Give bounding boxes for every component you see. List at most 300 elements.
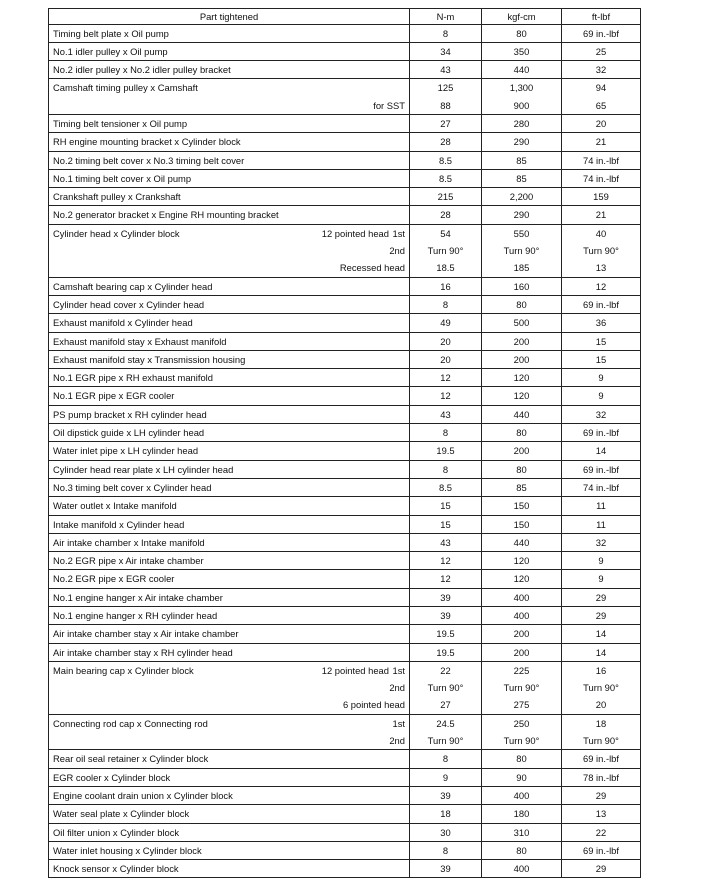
kgf-value: 280 (513, 117, 530, 129)
part-name: No.1 EGR pipe x EGR cooler (53, 390, 175, 402)
kgf-value-cell (482, 768, 562, 786)
nm-value: 43 (440, 536, 451, 548)
table-row (49, 714, 641, 750)
ftlbf-value-cell (562, 369, 641, 387)
kgf-value: 275 (513, 699, 530, 711)
ftlbf-value: 15 (595, 353, 607, 365)
kgf-value-cell (482, 369, 562, 387)
part-cell (49, 24, 410, 42)
kgf-value-cell (482, 460, 562, 478)
ftlbf-value: 20 (595, 117, 607, 129)
ftlbf-value-cell (562, 206, 641, 224)
nm-value-cell (410, 750, 482, 768)
part-cell (49, 114, 410, 132)
ftlbf-value-cell (562, 114, 641, 132)
kgf-value-cell (482, 61, 562, 79)
kgf-value-cell (482, 79, 562, 115)
nm-value-cell (410, 114, 482, 132)
nm-value: 12 (440, 555, 451, 567)
nm-value-cell (410, 625, 482, 643)
ftlbf-value: 36 (595, 317, 607, 329)
part-cell (49, 277, 410, 295)
nm-value-cell (410, 24, 482, 42)
ftlbf-value-cell (562, 661, 641, 714)
table-row (49, 860, 641, 878)
nm-value-cell (410, 552, 482, 570)
table-row (49, 497, 641, 515)
part-cell (49, 350, 410, 368)
kgf-value-cell (482, 570, 562, 588)
table-row (49, 478, 641, 496)
part-name: No.2 EGR pipe x Air intake chamber (53, 555, 204, 567)
kgf-value: 90 (516, 771, 527, 783)
part-name: EGR cooler x Cylinder block (53, 771, 171, 783)
part-name: Water outlet x Intake manifold (53, 500, 177, 512)
ftlbf-value-cell (562, 314, 641, 332)
step-label: 1st (392, 227, 405, 239)
part-note: 12 pointed head (321, 664, 389, 676)
table-row (49, 61, 641, 79)
ftlbf-value-cell (562, 805, 641, 823)
ftlbf-value: 29 (595, 789, 607, 801)
kgf-value-cell (482, 823, 562, 841)
ftlbf-value: 16 (595, 664, 607, 676)
table-row (49, 79, 641, 115)
table-row (49, 750, 641, 768)
nm-value: 19.5 (436, 646, 455, 658)
kgf-value-cell (482, 805, 562, 823)
part-cell (49, 424, 410, 442)
ftlbf-value: 74 in.-lbf (583, 154, 619, 166)
nm-value-cell (410, 387, 482, 405)
kgf-value: 200 (513, 628, 530, 640)
kgf-value-cell (482, 588, 562, 606)
nm-value-cell (410, 350, 482, 368)
ftlbf-value: 14 (595, 628, 607, 640)
ftlbf-value: Turn 90° (583, 682, 619, 694)
ftlbf-value: 21 (595, 136, 607, 148)
nm-value-cell (410, 169, 482, 187)
kgf-value: 120 (513, 573, 530, 585)
nm-value: 215 (437, 191, 454, 203)
ftlbf-value-cell (562, 643, 641, 661)
part-cell (49, 515, 410, 533)
table-row (49, 533, 641, 551)
kgf-value: 150 (513, 500, 530, 512)
kgf-value: 200 (513, 646, 530, 658)
ftlbf-value: 32 (595, 536, 607, 548)
ftlbf-value: 29 (595, 610, 607, 621)
part-name: Cylinder head rear plate x LH cylinder head (53, 463, 234, 475)
part-name: PS pump bracket x RH cylinder head (53, 408, 207, 420)
kgf-value: 290 (513, 136, 530, 148)
nm-value: 125 (437, 82, 454, 94)
ftlbf-value-cell (562, 478, 641, 496)
nm-value: 22 (440, 664, 451, 676)
ftlbf-value-cell (562, 133, 641, 151)
kgf-value-cell (482, 24, 562, 42)
torque-spec-table (48, 8, 641, 878)
kgf-value: 120 (513, 390, 530, 402)
part-cell (49, 79, 410, 115)
nm-value-cell (410, 643, 482, 661)
nm-value-cell (410, 515, 482, 533)
nm-value-cell (410, 588, 482, 606)
nm-value-cell (410, 79, 482, 115)
part-name: Water inlet housing x Cylinder block (53, 844, 202, 856)
kgf-value: 440 (513, 64, 530, 76)
ftlbf-value-cell (562, 860, 641, 878)
ftlbf-value: 74 in.-lbf (583, 172, 619, 184)
ftlbf-value: 18 (595, 717, 607, 729)
kgf-value: 350 (513, 45, 530, 57)
ftlbf-value: 74 in.-lbf (583, 481, 619, 493)
part-cell (49, 460, 410, 478)
nm-value-cell (410, 188, 482, 206)
ftlbf-value-cell (562, 224, 641, 277)
nm-value: Turn 90° (427, 735, 464, 747)
part-name: No.1 idler pulley x Oil pump (53, 45, 168, 57)
table-row (49, 442, 641, 460)
kgf-value: 160 (513, 280, 530, 292)
nm-value: 43 (440, 408, 451, 420)
table-row (49, 424, 641, 442)
nm-value-cell (410, 841, 482, 859)
kgf-value-cell (482, 515, 562, 533)
ftlbf-value-cell (562, 515, 641, 533)
kgf-value: 85 (516, 154, 527, 166)
part-name: No.1 engine hanger x RH cylinder head (53, 610, 218, 621)
kgf-value-cell (482, 643, 562, 661)
ftlbf-value-cell (562, 42, 641, 60)
part-cell (49, 552, 410, 570)
ftlbf-value-cell (562, 151, 641, 169)
kgf-value: Turn 90° (503, 245, 540, 257)
part-cell (49, 841, 410, 859)
part-name: Exhaust manifold x Cylinder head (53, 317, 193, 329)
ftlbf-value-cell (562, 460, 641, 478)
ftlbf-value: Turn 90° (583, 735, 619, 747)
nm-value-cell (410, 714, 482, 750)
ftlbf-value: 9 (598, 555, 604, 567)
nm-value: 8 (442, 844, 449, 856)
kgf-value-cell (482, 786, 562, 804)
table-row (49, 169, 641, 187)
part-cell (49, 805, 410, 823)
part-cell (49, 823, 410, 841)
kgf-value-cell (482, 387, 562, 405)
header-part: Part tightened (49, 9, 410, 25)
ftlbf-value-cell (562, 277, 641, 295)
kgf-value-cell (482, 169, 562, 187)
nm-value: 8.5 (438, 172, 453, 184)
ftlbf-value-cell (562, 188, 641, 206)
table-row (49, 805, 641, 823)
table-row (49, 643, 641, 661)
ftlbf-value-cell (562, 424, 641, 442)
kgf-value-cell (482, 552, 562, 570)
nm-value: 27 (440, 699, 451, 711)
kgf-value: 2,200 (509, 191, 534, 203)
table-row (49, 768, 641, 786)
kgf-value-cell (482, 224, 562, 277)
part-cell (49, 533, 410, 551)
part-cell (49, 860, 410, 878)
nm-value: 30 (440, 826, 451, 838)
nm-value-cell (410, 860, 482, 878)
part-name: No.1 engine hanger x Air intake chamber (53, 591, 223, 603)
nm-value: 12 (440, 573, 451, 585)
part-cell (49, 588, 410, 606)
kgf-value-cell (482, 661, 562, 714)
nm-value: 8 (442, 753, 449, 765)
kgf-value-cell (482, 188, 562, 206)
step-label: 1st (392, 664, 405, 676)
nm-value: 8 (442, 27, 449, 39)
kgf-value-cell (482, 277, 562, 295)
ftlbf-value-cell (562, 24, 641, 42)
kgf-value: 250 (513, 717, 530, 729)
kgf-value: 200 (513, 353, 530, 365)
nm-value-cell (410, 786, 482, 804)
part-name: Air intake chamber x Intake manifold (53, 536, 205, 548)
kgf-value-cell (482, 42, 562, 60)
ftlbf-value: 32 (595, 408, 607, 420)
kgf-value-cell (482, 114, 562, 132)
ftlbf-value-cell (562, 350, 641, 368)
ftlbf-value: 20 (595, 699, 607, 711)
kgf-value-cell (482, 607, 562, 625)
ftlbf-value-cell (562, 625, 641, 643)
nm-value: 18 (440, 808, 451, 820)
nm-value-cell (410, 497, 482, 515)
ftlbf-value-cell (562, 387, 641, 405)
nm-value: 39 (440, 863, 451, 875)
part-note: 6 pointed head (342, 699, 405, 711)
kgf-value-cell (482, 625, 562, 643)
part-cell (49, 607, 410, 625)
part-name: Connecting rod cap x Connecting rod (53, 717, 208, 729)
kgf-value: 400 (513, 863, 530, 875)
nm-value: 88 (440, 99, 451, 111)
kgf-value: 290 (513, 209, 530, 221)
ftlbf-value: 9 (598, 390, 604, 402)
ftlbf-value-cell (562, 552, 641, 570)
part-name: Rear oil seal retainer x Cylinder block (53, 753, 209, 765)
ftlbf-value: 29 (595, 863, 607, 875)
nm-value: Turn 90° (427, 682, 464, 694)
part-name: Timing belt plate x Oil pump (53, 27, 169, 39)
ftlbf-value: 94 (595, 82, 607, 94)
nm-value: 9 (442, 771, 449, 783)
nm-value-cell (410, 533, 482, 551)
part-name: Water inlet pipe x LH cylinder head (53, 445, 199, 457)
part-note: 12 pointed head (321, 227, 389, 239)
kgf-value: 80 (516, 463, 527, 475)
ftlbf-value: 22 (595, 826, 607, 838)
table-row (49, 206, 641, 224)
nm-value: 8.5 (438, 481, 453, 493)
table-row (49, 188, 641, 206)
table-row (49, 552, 641, 570)
ftlbf-value: 21 (595, 209, 607, 221)
nm-value: 15 (440, 518, 451, 530)
table-row (49, 151, 641, 169)
ftlbf-value: 11 (596, 518, 606, 530)
part-cell (49, 661, 410, 714)
nm-value-cell (410, 369, 482, 387)
table-row (49, 332, 641, 350)
nm-value-cell (410, 442, 482, 460)
kgf-value: 440 (513, 408, 530, 420)
table-row (49, 570, 641, 588)
kgf-value: 80 (516, 298, 527, 310)
part-name: Intake manifold x Cylinder head (53, 518, 185, 530)
nm-value: 28 (440, 209, 451, 221)
part-name: Crankshaft pulley x Crankshaft (53, 191, 181, 203)
kgf-value-cell (482, 750, 562, 768)
nm-value-cell (410, 570, 482, 588)
ftlbf-value-cell (562, 169, 641, 187)
part-cell (49, 786, 410, 804)
ftlbf-value: 13 (595, 262, 607, 274)
nm-value: 54 (440, 227, 451, 239)
part-name: No.2 EGR pipe x EGR cooler (53, 573, 175, 585)
table-row (49, 277, 641, 295)
nm-value-cell (410, 405, 482, 423)
ftlbf-value: 69 in.-lbf (583, 427, 619, 439)
part-cell (49, 169, 410, 187)
part-cell (49, 369, 410, 387)
part-cell (49, 570, 410, 588)
nm-value: 20 (440, 335, 451, 347)
kgf-value: 400 (513, 610, 530, 621)
kgf-value: 550 (513, 227, 530, 239)
kgf-value: 400 (513, 591, 530, 603)
ftlbf-value: 11 (596, 500, 606, 512)
nm-value: 12 (440, 390, 451, 402)
nm-value: 34 (440, 45, 451, 57)
ftlbf-value-cell (562, 61, 641, 79)
kgf-value: 900 (513, 99, 530, 111)
kgf-value: 180 (513, 808, 530, 820)
nm-value: 49 (440, 317, 451, 329)
nm-value: 28 (440, 136, 451, 148)
kgf-value-cell (482, 533, 562, 551)
nm-value-cell (410, 133, 482, 151)
nm-value: 19.5 (436, 445, 455, 457)
kgf-value: 80 (516, 27, 527, 39)
nm-value: 8 (442, 463, 449, 475)
part-name: Camshaft timing pulley x Camshaft (53, 82, 198, 94)
ftlbf-value-cell (562, 607, 641, 625)
table-row (49, 823, 641, 841)
ftlbf-value: 25 (595, 45, 607, 57)
nm-value: 24.5 (436, 717, 455, 729)
part-name: Timing belt tensioner x Oil pump (53, 117, 188, 129)
part-cell (49, 188, 410, 206)
kgf-value: 310 (513, 826, 530, 838)
ftlbf-value: 9 (598, 573, 604, 585)
kgf-value: 1,300 (509, 82, 534, 94)
table-row (49, 133, 641, 151)
ftlbf-value: 14 (595, 445, 607, 457)
part-name: Oil filter union x Cylinder block (53, 826, 180, 838)
kgf-value: 185 (513, 262, 530, 274)
ftlbf-value: 9 (598, 372, 604, 384)
part-name: Exhaust manifold stay x Exhaust manifold (53, 335, 227, 347)
part-cell (49, 405, 410, 423)
nm-value: 19.5 (436, 628, 455, 640)
kgf-value: Turn 90° (503, 735, 540, 747)
kgf-value: 200 (513, 445, 530, 457)
ftlbf-value: 69 in.-lbf (583, 844, 619, 856)
ftlbf-value: 32 (595, 64, 607, 76)
part-name: Cylinder head cover x Cylinder head (53, 298, 205, 310)
ftlbf-value-cell (562, 295, 641, 313)
nm-value-cell (410, 805, 482, 823)
kgf-value: 200 (513, 335, 530, 347)
nm-value-cell (410, 661, 482, 714)
table-row (49, 515, 641, 533)
nm-value: 27 (440, 117, 451, 129)
part-note: Recessed head (339, 262, 405, 274)
kgf-value-cell (482, 424, 562, 442)
header-kgf: kgf-cm (482, 9, 562, 25)
header-nm: N-m (410, 9, 482, 25)
nm-value: 12 (440, 372, 451, 384)
kgf-value: 150 (513, 518, 530, 530)
nm-value-cell (410, 61, 482, 79)
part-name: No.2 idler pulley x No.2 idler pulley bracket (53, 64, 231, 76)
kgf-value-cell (482, 478, 562, 496)
part-cell (49, 625, 410, 643)
table-row (49, 460, 641, 478)
part-name: Water seal plate x Cylinder block (53, 808, 190, 820)
nm-value: 8.5 (438, 154, 453, 166)
kgf-value-cell (482, 295, 562, 313)
step-label: 2nd (389, 735, 405, 747)
kgf-value-cell (482, 497, 562, 515)
table-row (49, 42, 641, 60)
part-cell (49, 497, 410, 515)
table-row (49, 387, 641, 405)
nm-value-cell (410, 314, 482, 332)
part-cell (49, 295, 410, 313)
part-cell (49, 206, 410, 224)
kgf-value: 85 (516, 481, 527, 493)
table-row (49, 369, 641, 387)
part-name: No.1 EGR pipe x RH exhaust manifold (53, 372, 213, 384)
nm-value: 39 (440, 789, 451, 801)
ftlbf-value-cell (562, 332, 641, 350)
kgf-value-cell (482, 841, 562, 859)
kgf-value: 500 (513, 317, 530, 329)
part-cell (49, 61, 410, 79)
kgf-value-cell (482, 151, 562, 169)
part-name: No.3 timing belt cover x Cylinder head (53, 481, 212, 493)
step-label: 1st (392, 717, 405, 729)
part-name: Exhaust manifold stay x Transmission housing (53, 353, 246, 365)
step-label: 2nd (389, 245, 405, 257)
ftlbf-value-cell (562, 768, 641, 786)
ftlbf-value: 159 (593, 191, 609, 203)
part-cell (49, 133, 410, 151)
kgf-value: 80 (516, 844, 527, 856)
ftlbf-value: 69 in.-lbf (583, 298, 619, 310)
part-cell (49, 750, 410, 768)
nm-value: 18.5 (436, 262, 455, 274)
